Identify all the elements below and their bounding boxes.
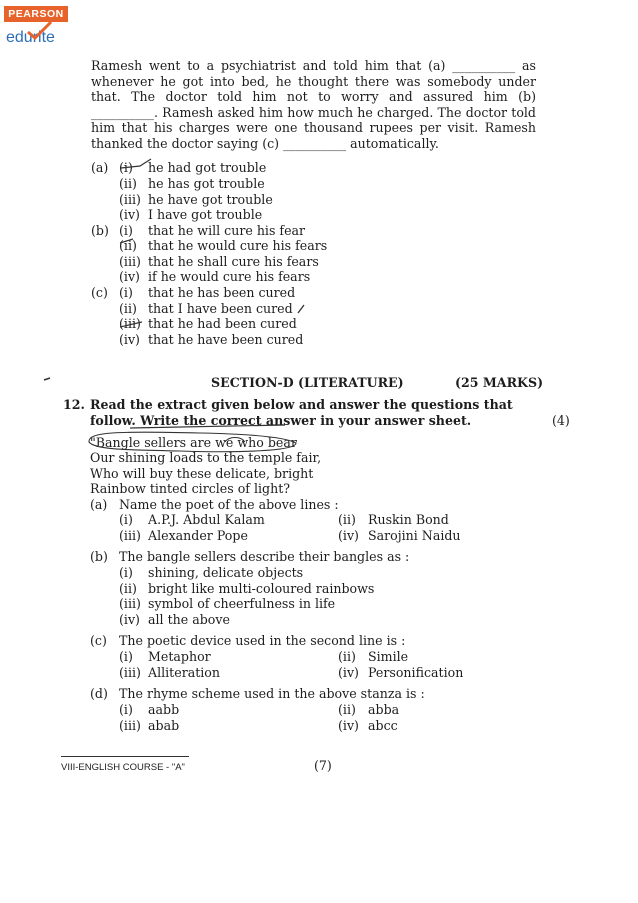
option-text: he had got trouble xyxy=(148,160,267,175)
option-text: that he would cure his fears xyxy=(148,238,328,253)
checkmark-icon xyxy=(24,20,54,42)
option-text: Alexander Pope xyxy=(148,528,248,543)
option-text: that he has been cured xyxy=(148,285,296,300)
sub-d-text: The rhyme scheme used in the above stanza is : xyxy=(119,686,425,701)
option-text: if he would cure his fears xyxy=(148,269,311,284)
option-num: (iii) xyxy=(119,192,141,207)
sub-c-label: (c) xyxy=(90,633,107,648)
option-text: I have got trouble xyxy=(148,207,263,222)
question-instruction: Read the extract given below and answer the questions that follow. Write the correct answer in your answer sheet. xyxy=(90,397,513,428)
option-text: that I have been cured xyxy=(148,301,293,316)
option-text: that he shall cure his fears xyxy=(148,254,319,269)
option-text: that he have been cured xyxy=(148,332,304,347)
section-marks: (25 MARKS) xyxy=(455,375,544,390)
cloze-c-label: (c) xyxy=(91,285,108,300)
option-num: (iv) xyxy=(119,207,140,222)
option-num: (ii) xyxy=(338,649,356,664)
option-num: (ii) xyxy=(119,301,137,316)
sub-a-text: Name the poet of the above lines : xyxy=(119,497,339,512)
option-num: (i) xyxy=(119,512,133,527)
option-text: that he will cure his fear xyxy=(148,223,306,238)
option-num: (iv) xyxy=(119,612,140,627)
sub-d-label: (d) xyxy=(90,686,108,701)
option-num: (ii) xyxy=(338,702,356,717)
option-text: shining, delicate objects xyxy=(148,565,304,580)
option-text: Personification xyxy=(368,665,464,680)
pearson-logo: PEARSON xyxy=(4,6,68,22)
question-marks: (4) xyxy=(552,413,570,428)
option-text: abcc xyxy=(368,718,398,733)
option-num: (iii) xyxy=(119,718,141,733)
option-num: (ii) xyxy=(119,176,137,191)
option-text: symbol of cheerfulness in life xyxy=(148,596,336,611)
option-num: (i) xyxy=(119,223,133,238)
option-num: (iii) xyxy=(119,316,141,331)
option-num: (iv) xyxy=(119,269,140,284)
sub-b-label: (b) xyxy=(90,549,108,564)
question-number: 12. xyxy=(63,397,85,412)
page-number: (7) xyxy=(314,758,332,773)
option-num: (iv) xyxy=(338,718,359,733)
footer-rule xyxy=(61,756,189,757)
option-text: bright like multi-coloured rainbows xyxy=(148,581,375,596)
poem-line: Rainbow tinted circles of light? xyxy=(90,481,291,496)
option-num: (iv) xyxy=(338,665,359,680)
section-title: SECTION-D (LITERATURE) xyxy=(211,375,404,390)
option-text: he has got trouble xyxy=(148,176,265,191)
cloze-a-label: (a) xyxy=(91,160,109,175)
option-text: Sarojini Naidu xyxy=(368,528,461,543)
option-num: (iv) xyxy=(119,332,140,347)
option-num: (iii) xyxy=(119,528,141,543)
passage xyxy=(91,58,536,152)
option-num: (ii) xyxy=(119,581,137,596)
option-num: (i) xyxy=(119,702,133,717)
passage-text: Ramesh went to a psychiatrist and told him that (a) __________ as whenever he got into bed, he thought there was somebody under that. The doctor told him not to worry and assured him (b) __________. Ramesh asked him how much he charged. The doctor told him that his charges were one thousand rupees per visit. Ramesh thanked the doctor saying (c) __________ automatically. xyxy=(91,58,536,151)
option-text: aabb xyxy=(148,702,180,717)
option-num: (ii) xyxy=(119,238,137,253)
poem-line: Who will buy these delicate, bright xyxy=(90,466,314,481)
option-text: Ruskin Bond xyxy=(368,512,449,527)
edurite-logo: edurite xyxy=(6,29,55,46)
option-num: (i) xyxy=(119,565,133,580)
option-text: Alliteration xyxy=(148,665,221,680)
sub-c-text: The poetic device used in the second line is : xyxy=(119,633,406,648)
option-text: A.P.J. Abdul Kalam xyxy=(148,512,265,527)
option-num: (iv) xyxy=(338,528,359,543)
option-text: Simile xyxy=(368,649,409,664)
sub-a-label: (a) xyxy=(90,497,108,512)
option-num: (i) xyxy=(119,649,133,664)
option-num: (i) xyxy=(119,285,133,300)
option-text: abab xyxy=(148,718,180,733)
option-num: (i) xyxy=(119,160,133,175)
poem-line: Our shining loads to the temple fair, xyxy=(90,450,322,465)
option-text: Metaphor xyxy=(148,649,211,664)
option-text: he have got trouble xyxy=(148,192,273,207)
option-num: (iii) xyxy=(119,596,141,611)
option-text: all the above xyxy=(148,612,230,627)
cloze-b-label: (b) xyxy=(91,223,109,238)
sub-b-text: The bangle sellers describe their bangles as : xyxy=(119,549,410,564)
poem-line: "Bangle sellers are we who bear xyxy=(90,435,297,450)
option-num: (iii) xyxy=(119,665,141,680)
option-num: (iii) xyxy=(119,254,141,269)
option-text: that he had been cured xyxy=(148,316,297,331)
footer-course: VIII-ENGLISH COURSE - "A" xyxy=(61,762,185,773)
option-num: (ii) xyxy=(338,512,356,527)
option-text: abba xyxy=(368,702,400,717)
